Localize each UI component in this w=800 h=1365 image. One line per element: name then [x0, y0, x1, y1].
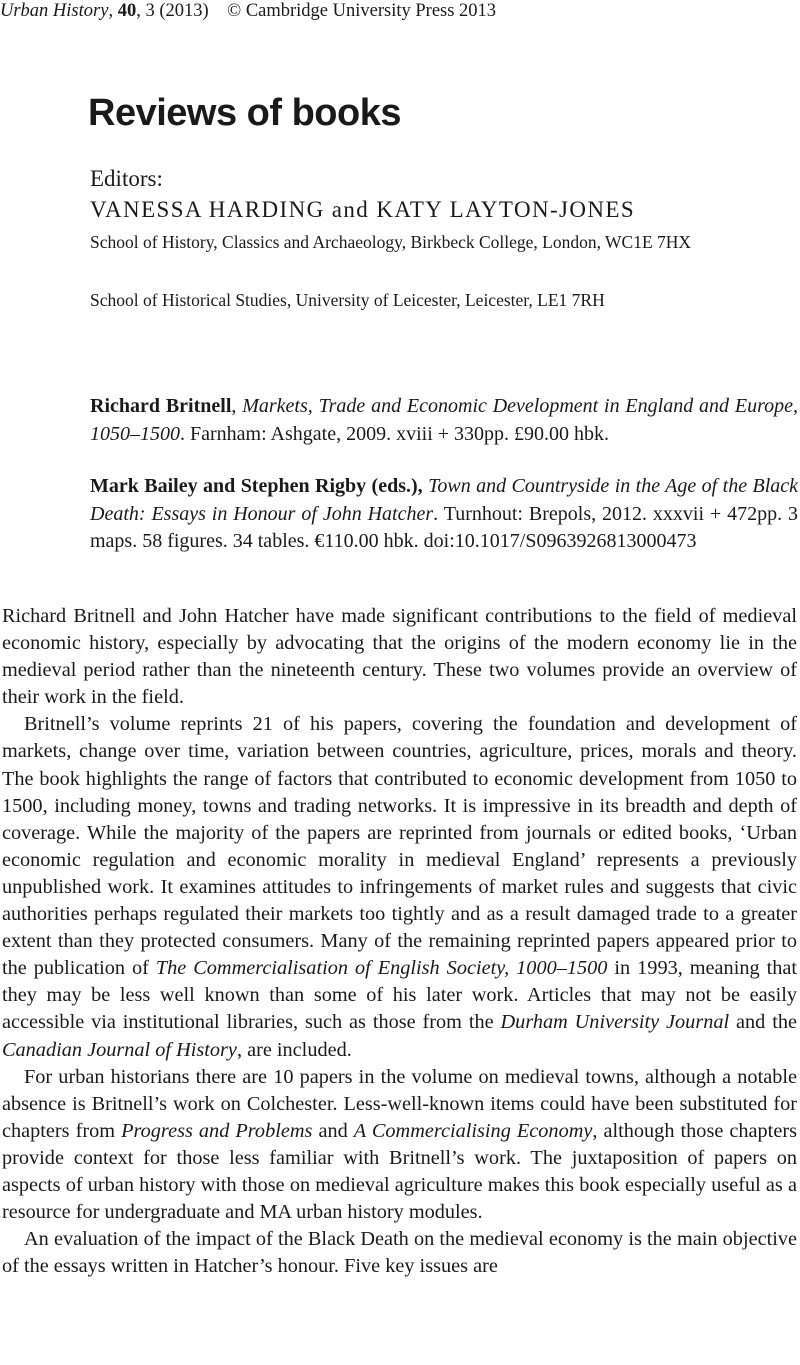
review-paragraph-1: Richard Britnell and John Hatcher have made significant contributions to the field of medieval economic history, especially by advocating that the origins of the modern economy lie in the medieval period rather than the nineteenth century. These two volumes provide an overview of their work in the field.: [2, 605, 797, 709]
book-note-britnell: Richard Britnell, Markets, Trade and Economic Development in England and Europe, 1050–1500. Farnham: Ashgate, 2009. xviii + 330pp. £90.00 hbk.: [90, 395, 798, 445]
journal-name: Urban History: [0, 1, 109, 21]
editor-names: VANESSA HARDING and KATY LAYTON-JONES: [90, 197, 636, 222]
book-details: . Farnham: Ashgate, 2009. xviii + 330pp. £90.00 hbk.: [180, 422, 610, 445]
page-title: Reviews of books: [88, 92, 401, 134]
book-author: Richard Britnell: [90, 395, 232, 417]
book-note-bailey-rigby: [90, 473, 798, 556]
review-paragraph-2: Britnell’s volume reprints 21 of his papers, covering the foundation and development of markets, change over time, variation between countries, agriculture, prices, morals and theory. The book highlights the range of factors that contributed to economic development from 1050 to 1500, including money, towns and trading networks. It is impressive in its breadth and depth of coverage. While the majority of the papers are reprinted from journals or edited books, ‘Urban economic regulation and economic morality in medieval England’ represents a previously unpublished work. It examines attitudes to infringements of market rules and suggests that civic authorities perhaps regulated their markets too tightly and as a result damaged trade to a greater extent than they protected consumers. Many of the remaining reprinted papers appeared prior to the publication of The Commercialisation of English Society, 1000–1500 in 1993, meaning that they may be less well known than some of his later work. Articles that may not be easily accessible via institutional libraries, such as those from the Durham University Journal and the Canadian Journal of History, are included.: [2, 713, 798, 1061]
doi: doi:10.1017/S0963926813000473: [423, 530, 697, 552]
book-title: Town and Countryside in the Age of the Black Death: Essays in Honour of John Hatcher: [90, 475, 799, 525]
book-author: Mark Bailey and Stephen Rigby (eds.),: [90, 475, 423, 497]
issue-year: , 3 (2013): [136, 1, 209, 21]
book-title: Markets, Trade and Economic Development in England and Europe, 1050–1500: [90, 395, 798, 445]
editors-label: Editors:: [90, 166, 163, 191]
running-head: Urban History, 40, 3 (2013) © Cambridge University Press 2013: [0, 1, 497, 21]
review-paragraph-4: An evaluation of the impact of the Black Death on the medieval economy is the main objective of the essays written in Hatcher’s honour. Five key issues are: [2, 1228, 797, 1278]
copyright-notice: © Cambridge University Press 2013: [227, 1, 497, 21]
review-paragraph-3: For urban historians there are 10 papers in the volume on medieval towns, although a notable absence is Britnell’s work on Colchester. Less-well-known items could have been substituted for chapters from Progress and Problems and A Commercialising Economy, although those chapters provide context for those less familiar with Britnell’s work. The juxtaposition of papers on aspects of urban history with those on medieval agriculture makes this book especially useful as a resource for undergraduate and MA urban history modules.: [2, 1065, 797, 1224]
review-body: [2, 603, 797, 1280]
affiliation-leicester: School of Historical Studies, University of Leicester, Leicester, LE1 7RH: [90, 290, 605, 310]
book-details: . Turnhout: Brepols, 2012. xxxvii + 472pp. 3 maps. 58 figures. 34 tables. €110.00 hbk.: [90, 502, 799, 552]
affiliation-birkbeck: School of History, Classics and Archaeology, Birkbeck College, London, WC1E 7HX: [90, 232, 692, 252]
journal-volume: 40: [117, 1, 137, 21]
